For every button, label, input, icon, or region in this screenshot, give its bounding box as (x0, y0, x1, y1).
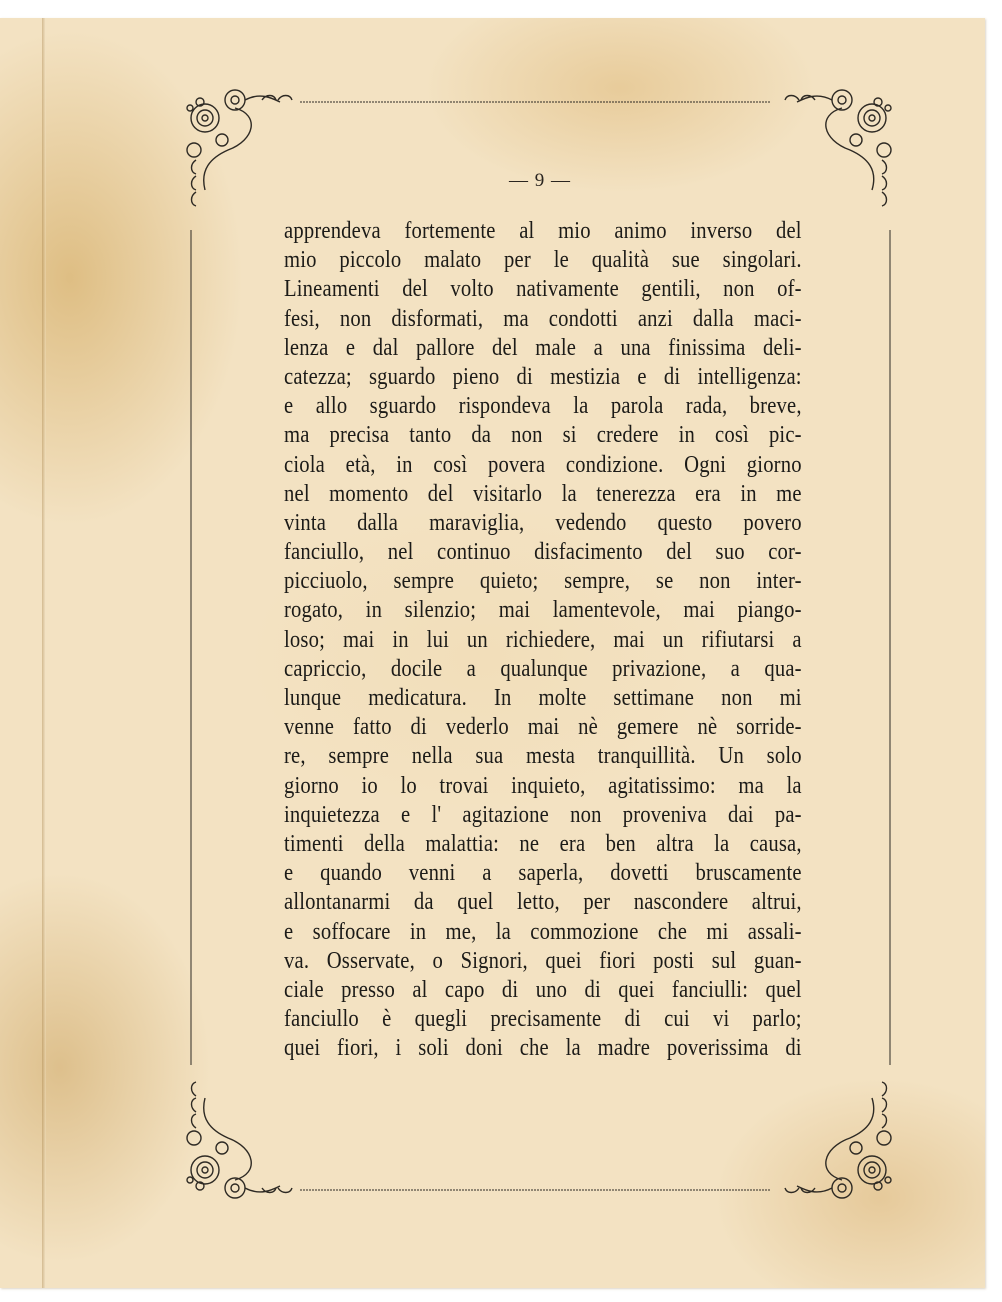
text-line: inquietezza e l' agitazione non proveniva dai pa- (284, 801, 802, 828)
text-line: fesi, non disformati, ma condotti anzi dalla maci- (284, 305, 802, 332)
text-line: picciuolo, sempre quieto; sempre, se non inter- (284, 568, 802, 595)
page-number: — 9 — (509, 170, 571, 191)
text-line: ciola età, in così povera condizione. Ogni giorno (284, 451, 802, 478)
text-line: mio piccolo malato per le qualità sue singolari. (284, 247, 802, 274)
text-line: apprendeva fortemente al mio animo inverso del (284, 218, 802, 244)
text-line: lenza e dal pallore del male a una finissima deli- (284, 334, 802, 361)
text-line: e quando venni a saperla, dovetti bruscamente (284, 860, 802, 887)
text-line: loso; mai in lui un richiedere, mai un rifiutarsi a (284, 626, 802, 653)
text-line: allontanarmi da quel letto, per nascondere altrui, (284, 889, 802, 916)
text-line: rogato, in silenzio; mai lamentevole, mai piango- (284, 597, 802, 624)
text-line: e soffocare in me, la commozione che mi assali- (284, 918, 802, 945)
text-line: va. Osservate, o Signori, quei fiori posti sul guan- (284, 947, 802, 974)
text-line: quei fiori, i soli doni che la madre poverissima di (284, 1035, 802, 1062)
body-text (284, 217, 802, 1063)
corner-ornament-bottom-right (785, 1082, 891, 1198)
text-line: ciale presso al capo di uno di quei fanciulli: quel (284, 976, 802, 1003)
text-line: lunque medicatura. In molte settimane non mi (284, 685, 802, 711)
text-line: fanciullo, nel continuo disfacimento del suo cor- (284, 539, 802, 566)
text-line: re, sempre nella sua mesta tranquillità. Un solo (284, 743, 802, 770)
text-line: venne fatto di vederlo mai nè gemere nè sorride- (284, 714, 802, 741)
text-line: Lineamenti del volto nativamente gentili, non of- (284, 276, 802, 303)
text-line: vinta dalla maraviglia, vedendo questo povero (284, 509, 802, 536)
text-line: fanciullo è quegli precisamente di cui vi parlo; (284, 1006, 802, 1033)
text-line: timenti della malattia: ne era ben altra la causa, (284, 830, 802, 857)
text-line: giorno io lo trovai inquieto, agitatissimo: ma la (284, 772, 802, 799)
text-line: catezza; sguardo pieno di mestizia e di intelligenza: (284, 363, 802, 390)
corner-ornament-bottom-left (187, 1082, 292, 1198)
text-line: capriccio, docile a qualunque privazione, a qua- (284, 655, 802, 682)
text-line: nel momento del visitarlo la tenerezza era in me (284, 480, 802, 507)
text-line: e allo sguardo rispondeva la parola rada, breve, (284, 393, 802, 420)
text-line: ma precisa tanto da non si credere in così pic- (284, 422, 802, 449)
